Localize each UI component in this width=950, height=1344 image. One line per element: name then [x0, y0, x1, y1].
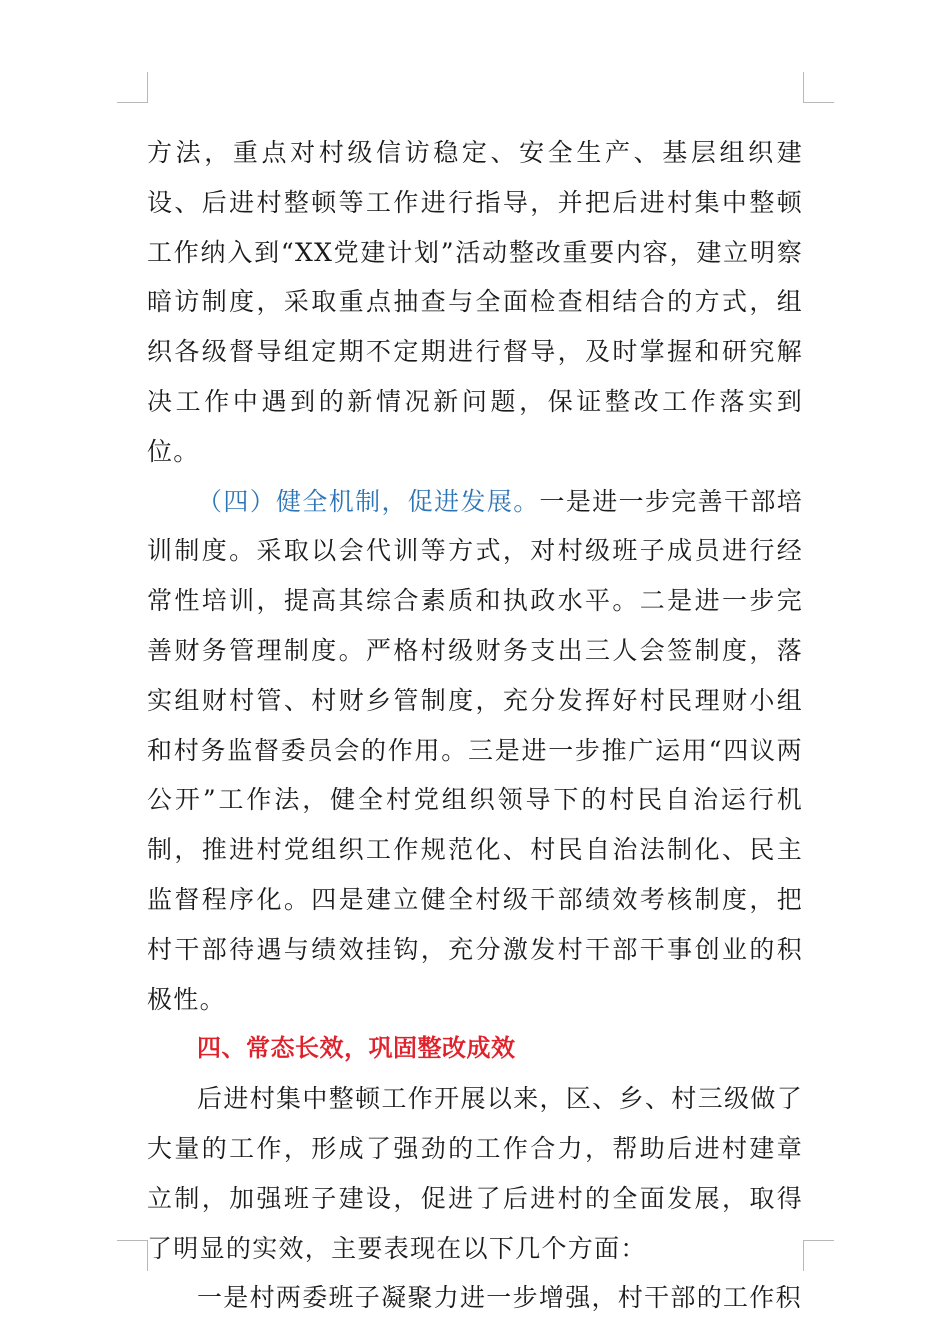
crop-mark-top-left: [117, 72, 148, 103]
sub-heading-mechanism: （四）健全机制，促进发展。: [197, 486, 540, 516]
document-body: [147, 128, 803, 1323]
crop-mark-bottom-left: [117, 1240, 148, 1271]
paragraph-results-first: 一是村两委班子凝聚力进一步增强，村干部的工作积: [197, 1283, 802, 1313]
crop-mark-top-right: [803, 72, 834, 103]
paragraph-results-intro: 后进村集中整顿工作开展以来，区、乡、村三级做了大量的工作，形成了强劲的工作合力，帮助后进村建章立制，加强班子建设，促进了后进村的全面发展，取得了明显的实效，主要表现在以下几个方面：: [147, 1084, 803, 1263]
paragraph-mechanism: [147, 477, 803, 1025]
section-heading: 四、常态长效，巩固整改成效: [197, 1034, 516, 1063]
crop-mark-bottom-right: [803, 1240, 834, 1271]
paragraph-mechanism-body: 一是进一步完善干部培训制度。采取以会代训等方式，对村级班子成员进行经常性培训，提高其综合素质和执政水平。二是进一步完善财务管理制度。严格村级财务支出三人会签制度，落实组财村管、村财乡管制度，充分发挥好村民理财小组和村务监督委员会的作用。三是进一步推广运用“四议两公开”工作法，健全村党组织领导下的村民自治运行机制，推进村党组织工作规范化、村民自治法制化、民主监督程序化。四是建立健全村级干部绩效考核制度，把村干部待遇与绩效挂钩，充分激发村干部干事创业的积极性。: [147, 486, 803, 1014]
paragraph-continuation: 方法，重点对村级信访稳定、安全生产、基层组织建设、后进村整顿等工作进行指导，并把后进村集中整顿工作纳入到“XX党建计划”活动整改重要内容，建立明察暗访制度，采取重点抽查与全面检查相结合的方式，组织各级督导组定期不定期进行督导，及时掌握和研究解决工作中遇到的新情况新问题，保证整改工作落实到位。: [147, 138, 803, 466]
